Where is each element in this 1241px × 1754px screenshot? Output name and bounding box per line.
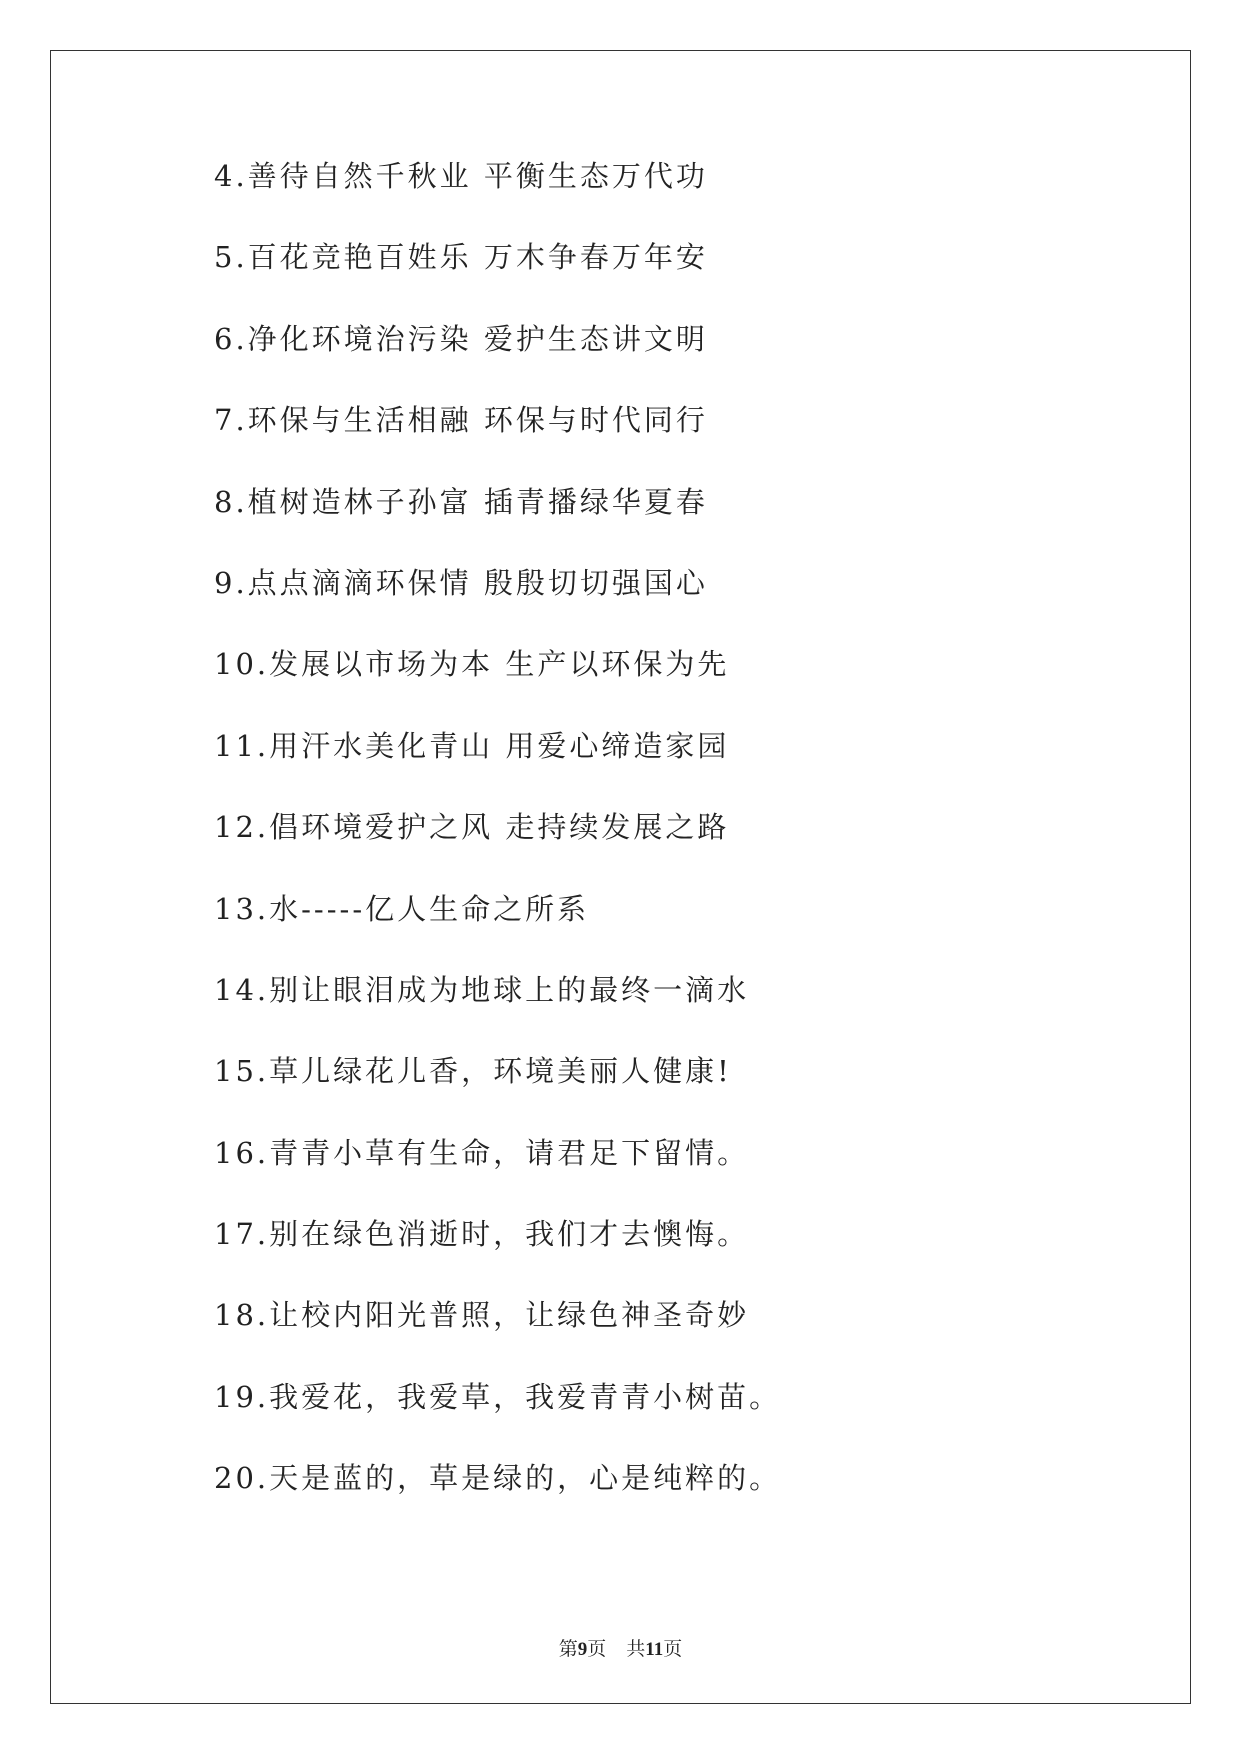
slogan-text: 别在绿色消逝时，我们才去懊悔。 — [269, 1217, 750, 1252]
slogan-number: 17. — [214, 1217, 270, 1252]
slogan-number: 12. — [214, 810, 270, 845]
slogan-number: 10. — [214, 647, 270, 682]
slogan-text: 净化环境治污染 爱护生态讲文明 — [247, 321, 708, 356]
slogan-item — [214, 159, 781, 243]
current-page-number: 9 — [577, 1639, 588, 1660]
slogan-item — [214, 1217, 781, 1301]
total-page-number: 11 — [645, 1639, 664, 1660]
slogan-text: 青青小草有生命，请君足下留情。 — [269, 1135, 750, 1170]
slogan-item — [214, 810, 781, 894]
slogan-text: 环保与生活相融 环保与时代同行 — [247, 403, 708, 438]
slogan-text: 倡环境爱护之风 走持续发展之路 — [269, 810, 730, 845]
slogan-text: 我爱花，我爱草，我爱青青小树苗。 — [269, 1379, 782, 1414]
slogan-item — [214, 647, 781, 731]
slogan-item — [214, 1298, 781, 1382]
total-label-suffix: 页 — [663, 1639, 683, 1660]
slogan-item — [214, 1461, 782, 1545]
slogan-item — [214, 1054, 781, 1138]
slogan-item — [214, 240, 781, 324]
slogan-item — [214, 1135, 781, 1220]
slogan-text: 让校内阳光普照，让绿色神圣奇妙 — [269, 1298, 750, 1333]
slogan-text: 用汗水美化青山 用爱心缔造家园 — [269, 728, 730, 763]
slogan-item — [214, 321, 781, 406]
slogan-item — [214, 403, 781, 487]
slogan-number: 18. — [214, 1298, 270, 1333]
slogan-number: 11. — [214, 728, 270, 763]
slogan-number: 14. — [214, 972, 270, 1007]
slogan-number: 7. — [214, 403, 248, 438]
slogan-number: 5. — [214, 240, 248, 275]
slogan-number: 15. — [214, 1054, 270, 1089]
slogan-text: 善待自然千秋业 平衡生态万代功 — [247, 159, 708, 193]
total-label-prefix: 共 — [626, 1639, 646, 1660]
slogan-item — [214, 1379, 782, 1464]
slogan-number: 9. — [214, 565, 248, 600]
slogan-item — [214, 972, 781, 1057]
slogan-text: 百花竞艳百姓乐 万木争春万年安 — [247, 240, 708, 275]
slogan-text: 植树造林子孙富 插青播绿华夏春 — [247, 484, 708, 519]
slogan-item — [214, 565, 781, 650]
slogan-text: 天是蓝的，草是绿的，心是纯粹的。 — [269, 1461, 782, 1496]
slogan-text: 发展以市场为本 生产以环保为先 — [269, 647, 730, 682]
slogan-number: 19. — [214, 1379, 270, 1414]
slogan-number: 16. — [214, 1135, 270, 1170]
slogan-item — [214, 484, 781, 569]
slogan-number: 6. — [214, 321, 248, 356]
page-label-prefix: 第 — [558, 1639, 578, 1660]
page-footer — [0, 1634, 1241, 1661]
slogan-item — [214, 891, 781, 976]
slogan-list — [214, 159, 782, 1546]
slogan-text: 点点滴滴环保情 殷殷切切强国心 — [247, 565, 708, 600]
slogan-text: 草儿绿花儿香，环境美丽人健康! — [269, 1054, 732, 1089]
slogan-number: 8. — [214, 484, 248, 519]
slogan-number: 13. — [214, 891, 270, 926]
slogan-number: 4. — [214, 159, 248, 193]
page-label-suffix: 页 — [587, 1639, 607, 1660]
slogan-text: 水-----亿人生命之所系 — [269, 891, 590, 926]
slogan-text: 别让眼泪成为地球上的最终一滴水 — [269, 972, 750, 1007]
slogan-number: 20. — [214, 1461, 270, 1496]
slogan-item — [214, 728, 781, 813]
